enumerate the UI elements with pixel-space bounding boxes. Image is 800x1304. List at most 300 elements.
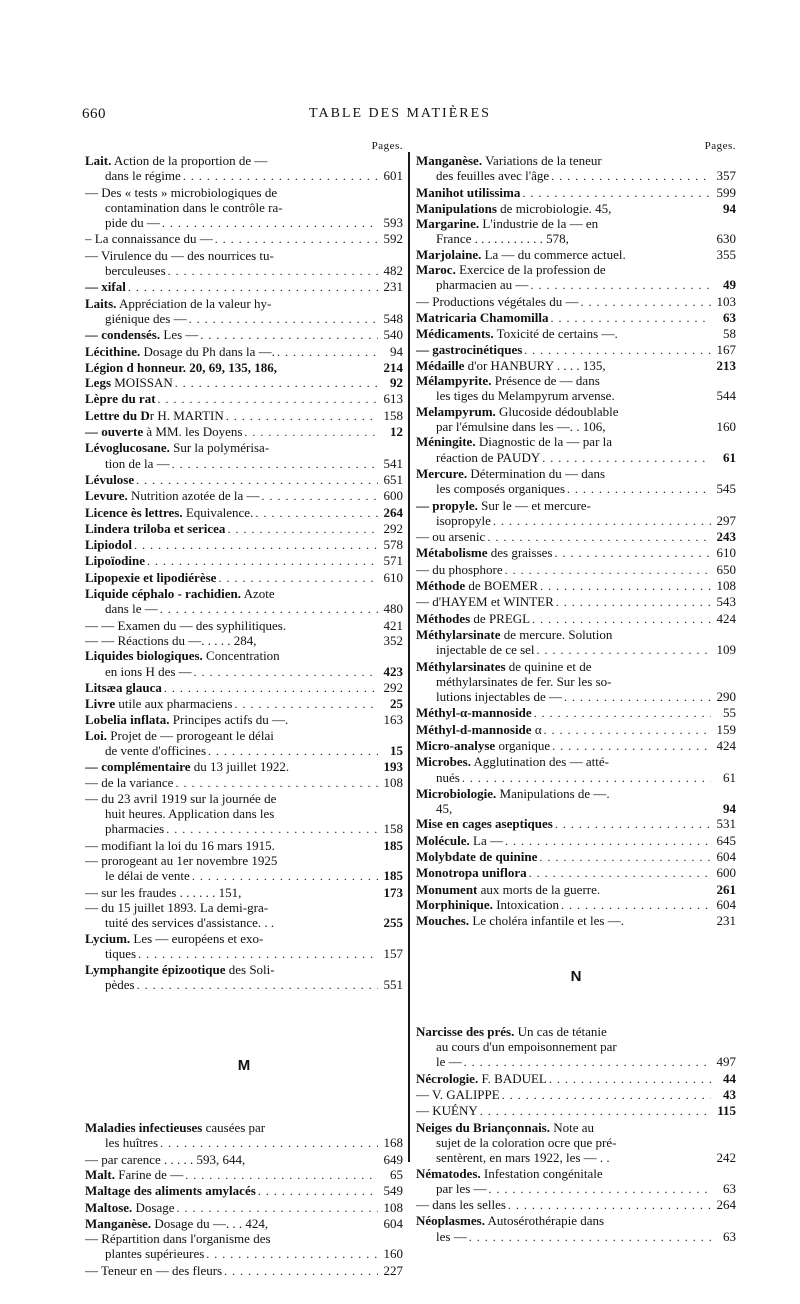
entry-text (416, 722, 542, 737)
dot-leader (226, 409, 378, 424)
entry-last-line (85, 633, 403, 648)
entry-text (416, 1197, 506, 1212)
entry-headword: Médicaments. (416, 326, 494, 342)
dot-leader (508, 1198, 711, 1213)
entry-last-line (85, 977, 403, 993)
entry-text (85, 279, 126, 294)
page-ref: 63 (723, 309, 736, 325)
entry-last-line (416, 1197, 736, 1213)
index-entry (85, 424, 403, 440)
entry-last-line (85, 1246, 403, 1262)
dot-leader (529, 866, 711, 881)
index-entry (85, 360, 403, 375)
entry-text (85, 521, 225, 536)
entry-text (416, 498, 591, 513)
index-entry (85, 1152, 403, 1167)
index-entry (85, 1200, 403, 1216)
entry-subtext: — prorogeant au 1er novembre 1925 (85, 853, 278, 869)
index-entry (85, 712, 403, 727)
page-ref: 158 (383, 407, 403, 423)
entry-subtext: plantes supérieures (105, 1246, 205, 1262)
index-entry (416, 358, 736, 373)
entry-subtext: à MM. les Doyens (143, 424, 243, 440)
entry-headword: Méthylarsinates (416, 658, 506, 674)
page-ref: 540 (383, 327, 403, 343)
entry-text (85, 648, 280, 663)
entry-last-line (85, 168, 403, 184)
page-ref: 242 (716, 1150, 736, 1166)
entry-headword: Nématodes. (416, 1165, 481, 1181)
entry-line (85, 153, 403, 168)
index-entry (416, 1120, 736, 1166)
dot-leader (542, 451, 711, 466)
entry-subtext: 45, (436, 801, 453, 817)
entry-line (416, 262, 736, 277)
entry-subtext: réaction de PAUDY (436, 449, 541, 465)
entry-last-line (416, 882, 736, 897)
entry-text (105, 821, 164, 836)
index-entry (85, 537, 403, 553)
entry-text (416, 786, 610, 801)
entry-text (105, 977, 135, 992)
entry-text (105, 1135, 158, 1150)
index-entry (416, 373, 736, 404)
entry-text (416, 201, 611, 216)
entry-last-line (85, 488, 403, 504)
index-entry (416, 578, 736, 594)
entry-headword: Livre (85, 696, 116, 712)
dot-leader (567, 482, 711, 497)
entry-last-line (85, 1167, 403, 1183)
entry-headword: Lipiodol (85, 537, 132, 553)
dot-leader (561, 898, 711, 913)
entry-headword: Lycium. (85, 930, 131, 946)
entry-last-line (416, 611, 736, 627)
page-ref: 193 (383, 759, 403, 775)
entry-headword: Méthyl-α-mannoside (416, 705, 532, 721)
entry-subtext: isopropyle (436, 512, 491, 528)
entry-subtext: lutions injectables de — (436, 689, 563, 705)
page-ref: 592 (383, 231, 403, 247)
entry-text (85, 853, 277, 868)
page-ref: 65 (390, 1166, 403, 1182)
entry-subtext: r H. MARTIN (149, 407, 224, 423)
entry-headword: — ouverte (85, 424, 144, 440)
entry-headword: Monotropa uniflora (416, 865, 527, 881)
entry-subtext: tuité des services d'assistance. . . (105, 915, 275, 931)
entry-text (416, 185, 520, 200)
dot-leader (208, 744, 378, 759)
entry-last-line (416, 529, 736, 545)
dot-leader (136, 473, 378, 488)
entry-headword: Legs (85, 375, 111, 391)
entry-text (436, 1229, 467, 1244)
entry-text (85, 1231, 271, 1246)
index-entry (416, 611, 736, 627)
entry-text (416, 466, 605, 481)
entry-subtext: Concentration (202, 648, 280, 664)
index-entry (85, 391, 403, 407)
index-entry (416, 738, 736, 754)
entry-text (416, 404, 619, 419)
dot-leader (244, 425, 378, 440)
entry-text (85, 360, 277, 375)
entry-line (416, 754, 736, 769)
page-ref: 227 (383, 1262, 403, 1278)
entry-text (85, 327, 198, 342)
entry-last-line (85, 231, 403, 247)
entry-last-line (416, 865, 736, 881)
entry-last-line (85, 279, 403, 295)
entry-last-line (85, 680, 403, 696)
dot-leader (255, 506, 378, 521)
entry-text (85, 791, 276, 806)
page-ref: 103 (716, 293, 736, 309)
index-entry (416, 865, 736, 881)
dot-leader (215, 232, 378, 247)
entry-text (436, 419, 606, 434)
entry-subtext: pide du — (105, 215, 160, 231)
entry-text (85, 344, 275, 359)
entry-subtext: Exercice de la profession de (455, 262, 606, 278)
entry-text (85, 537, 132, 552)
entry-last-line (85, 327, 403, 343)
dot-leader (555, 817, 711, 832)
entry-subtext: par les — (436, 1180, 487, 1196)
entry-text (416, 738, 550, 753)
index-entry (416, 529, 736, 545)
entry-text (105, 1246, 204, 1261)
entry-subtext: dans le — (105, 601, 158, 617)
page-ref: 214 (383, 359, 403, 375)
entry-text (85, 712, 288, 727)
entry-last-line (85, 521, 403, 537)
index-entry (85, 648, 403, 680)
running-head (0, 106, 800, 130)
entry-last-line (416, 897, 736, 913)
entry-line (85, 853, 403, 868)
entry-line (416, 1039, 736, 1054)
entry-last-line (416, 833, 736, 849)
entry-headword: Licence ès lettres. (85, 504, 183, 520)
page-ref: 645 (716, 832, 736, 848)
index-entry (85, 759, 403, 774)
dot-leader (551, 311, 712, 326)
index-entry (416, 466, 736, 498)
entry-headword: Manganèse. (416, 153, 483, 168)
entry-headword: Maladies infectieuses (85, 1120, 203, 1136)
dot-leader (539, 850, 711, 865)
entry-last-line (85, 391, 403, 407)
entry-headword: Lettre du D (85, 407, 150, 423)
index-entry (85, 1120, 403, 1152)
dot-leader (469, 1230, 711, 1245)
entry-subtext: — du phosphore (416, 561, 503, 577)
entry-subtext: de mercure. Solution (500, 626, 613, 642)
entry-line (85, 248, 403, 263)
entry-subtext: dans le régime (105, 168, 181, 184)
entry-subtext: les — (436, 1228, 467, 1244)
entry-text (85, 838, 275, 853)
entry-headword: Margarine. (416, 216, 480, 232)
index-entry (85, 728, 403, 760)
entry-headword: Levure. (85, 488, 128, 504)
page-ref: 44 (723, 1070, 736, 1086)
dot-leader (277, 345, 378, 360)
dot-leader (462, 771, 711, 786)
entry-subtext: — Répartition dans l'organisme des (85, 1231, 271, 1247)
entry-last-line (416, 722, 736, 738)
entry-last-line (85, 618, 403, 633)
page-ref: 231 (716, 913, 736, 929)
dot-leader (175, 376, 378, 391)
dot-leader (502, 1088, 711, 1103)
entry-last-line (85, 263, 403, 279)
section-spacer (85, 994, 403, 1058)
entry-last-line (416, 201, 736, 216)
entry-text (436, 277, 528, 292)
entry-text (416, 816, 553, 831)
entry-headword: Méthode (416, 578, 466, 594)
entry-subtext: — Productions végétales du — (416, 293, 579, 309)
page-ref: 613 (383, 391, 403, 407)
index-entry (416, 216, 736, 247)
page-ref: 173 (383, 884, 403, 900)
index-entry (85, 521, 403, 537)
entry-subtext: sujet de la coloration ocre que pré- (436, 1134, 617, 1150)
entry-text (85, 1167, 183, 1182)
entry-headword: Néoplasmes. (416, 1213, 485, 1229)
entry-text (436, 1135, 616, 1150)
entry-line (85, 931, 403, 946)
entry-text (85, 633, 257, 648)
page-ref: 49 (723, 277, 736, 293)
entry-subtext: des feuilles avec l'âge (436, 168, 550, 184)
page-ref: 601 (383, 168, 403, 184)
entry-line (416, 1166, 736, 1181)
page-ref: 108 (716, 578, 736, 594)
entry-subtext: du 13 juillet 1922. (190, 759, 290, 775)
dot-leader (137, 978, 378, 993)
index-entry (416, 201, 736, 216)
entry-headword: Matricaria Chamomilla (416, 309, 549, 325)
entry-text (105, 868, 190, 883)
entry-line (85, 1231, 403, 1246)
entry-text (105, 456, 170, 471)
index-entry (416, 562, 736, 578)
dot-leader (262, 489, 379, 504)
entry-subtext: — sur les fraudes . . . . . . 151, (85, 884, 242, 900)
entry-subtext: de quinine et de (505, 658, 592, 674)
dot-leader (551, 169, 711, 184)
entry-subtext: Variations de la teneur (482, 153, 602, 168)
entry-subtext: tion de la — (105, 455, 170, 471)
entry-text (85, 586, 275, 601)
entry-last-line (416, 168, 736, 184)
entry-text (85, 931, 263, 946)
dot-leader (532, 612, 711, 627)
entry-line (85, 200, 403, 215)
entry-last-line (85, 775, 403, 791)
entry-subtext: les tiges du Melampyrum arvense. (436, 388, 615, 404)
entry-text (416, 849, 537, 864)
index-entry (85, 375, 403, 391)
entry-headword: Melampyrum. (416, 403, 496, 419)
entry-text (416, 897, 559, 912)
entry-text (416, 358, 606, 373)
column-divider (408, 152, 410, 1162)
entry-subtext: Agglutination des — atté- (471, 754, 609, 770)
entry-subtext: injectable de ce sel (436, 642, 535, 658)
entry-last-line (416, 481, 736, 497)
entry-subtext: pharmacien au — (436, 277, 529, 293)
index-entry (416, 833, 736, 849)
entry-line (85, 806, 403, 821)
index-entry (416, 1166, 736, 1198)
entry-text (85, 900, 268, 915)
index-entry (85, 962, 403, 994)
index-entry (85, 1231, 403, 1263)
index-entry (85, 900, 403, 931)
page-ref: 255 (383, 915, 403, 931)
entry-subtext: nués (436, 769, 460, 785)
section-letter-m: M (237, 1056, 251, 1074)
index-entry (85, 1216, 403, 1231)
entry-text (416, 326, 618, 341)
entry-subtext: des graisses (487, 545, 553, 561)
dot-leader (192, 869, 378, 884)
entry-line (416, 466, 736, 481)
entry-headword: Maltose. (85, 1199, 133, 1215)
dot-leader (554, 546, 711, 561)
entry-last-line (85, 344, 403, 360)
page-ref: 115 (717, 1103, 736, 1119)
entry-subtext: — V. GALIPPE (416, 1087, 500, 1103)
page-ref: 551 (383, 977, 403, 993)
index-entry (416, 913, 736, 928)
dot-leader (134, 538, 378, 553)
page-ref: 290 (716, 689, 736, 705)
entry-line (416, 674, 736, 689)
entry-subtext: L'industrie de la — en (479, 216, 599, 232)
dot-leader (522, 186, 711, 201)
entry-last-line (416, 913, 736, 928)
page-ref: 94 (723, 801, 736, 817)
entry-subtext: méthylarsinates de fer. Sur les so- (436, 673, 612, 689)
entry-text (416, 373, 600, 388)
entry-last-line (416, 326, 736, 341)
dot-leader (194, 665, 378, 680)
entry-text (85, 680, 162, 695)
entry-headword: Litsæa glauca (85, 679, 162, 695)
entry-headword: Lipoïodine (85, 553, 145, 569)
entry-headword: Liquide céphalo - rachidien. (85, 586, 242, 602)
entry-headword: Lindera triloba et sericea (85, 520, 226, 536)
entry-subtext: Diagnostic de la — par la (475, 434, 613, 450)
entry-subtext: Un cas de tétanie (514, 1023, 607, 1039)
entry-text (416, 1103, 478, 1118)
index-entry (416, 1071, 736, 1087)
index-entry (85, 885, 403, 900)
entries-m-group (416, 153, 736, 929)
entry-last-line (85, 360, 403, 375)
entry-last-line (85, 456, 403, 472)
dot-leader (493, 514, 711, 529)
page-ref: 549 (383, 1183, 403, 1199)
pages-label: Pages. (704, 140, 736, 152)
dot-leader (185, 1168, 378, 1183)
entry-headword: Mise en cages aseptiques (416, 816, 553, 832)
page-ref: 94 (390, 343, 403, 359)
entry-text (416, 153, 602, 168)
entry-text (85, 618, 286, 633)
index-entry (416, 594, 736, 610)
page-ref: 650 (716, 561, 736, 577)
page-ref: 185 (383, 868, 403, 884)
index-entry (416, 897, 736, 913)
entry-last-line (85, 311, 403, 327)
dot-leader (168, 264, 378, 279)
index-entry (416, 705, 736, 721)
index-entry (416, 882, 736, 897)
entry-subtext: Autosérothérapie dans (484, 1213, 605, 1229)
entry-subtext: — Des « tests » microbiologiques de (85, 184, 278, 200)
entry-subtext: Présence de — dans (491, 373, 600, 389)
dot-leader (537, 643, 711, 658)
entry-subtext: Appréciation de la valeur hy- (116, 295, 272, 311)
entry-text (436, 388, 615, 403)
entry-line (416, 216, 736, 231)
entry-last-line (416, 185, 736, 201)
dot-leader (138, 947, 378, 962)
entry-headword: Nécrologie. (416, 1070, 479, 1086)
entry-line (416, 786, 736, 801)
entry-last-line (85, 868, 403, 884)
entry-text (416, 545, 552, 560)
entry-text (416, 294, 578, 309)
page-ref: 593 (383, 215, 403, 231)
entry-subtext: utile aux pharmaciens (115, 696, 233, 712)
entry-line (416, 434, 736, 449)
entry-last-line (85, 505, 403, 521)
entry-subtext: — de la variance (85, 774, 174, 790)
dot-leader (206, 1247, 378, 1262)
entry-last-line (85, 1200, 403, 1216)
entry-text (416, 594, 554, 609)
entry-text (85, 375, 173, 390)
entry-last-line (85, 821, 403, 837)
index-entry (85, 570, 403, 586)
index-entry (416, 1213, 736, 1245)
index-entry (85, 231, 403, 247)
entry-subtext: Dosage (132, 1199, 175, 1215)
dot-leader (464, 1055, 711, 1070)
entry-headword: Mouches. (416, 913, 470, 929)
index-entry (85, 408, 403, 424)
entry-headword: Mélampyrite. (416, 373, 492, 389)
entry-line (416, 373, 736, 388)
page-ref: 264 (716, 1197, 736, 1213)
entry-subtext: des Soli- (225, 962, 275, 978)
index-entry (416, 545, 736, 561)
entry-line (416, 659, 736, 674)
entry-last-line (85, 1183, 403, 1199)
entry-last-line (85, 759, 403, 774)
entry-last-line (85, 408, 403, 424)
entry-last-line (85, 553, 403, 569)
page-ref: 297 (716, 512, 736, 528)
entry-line (416, 404, 736, 419)
